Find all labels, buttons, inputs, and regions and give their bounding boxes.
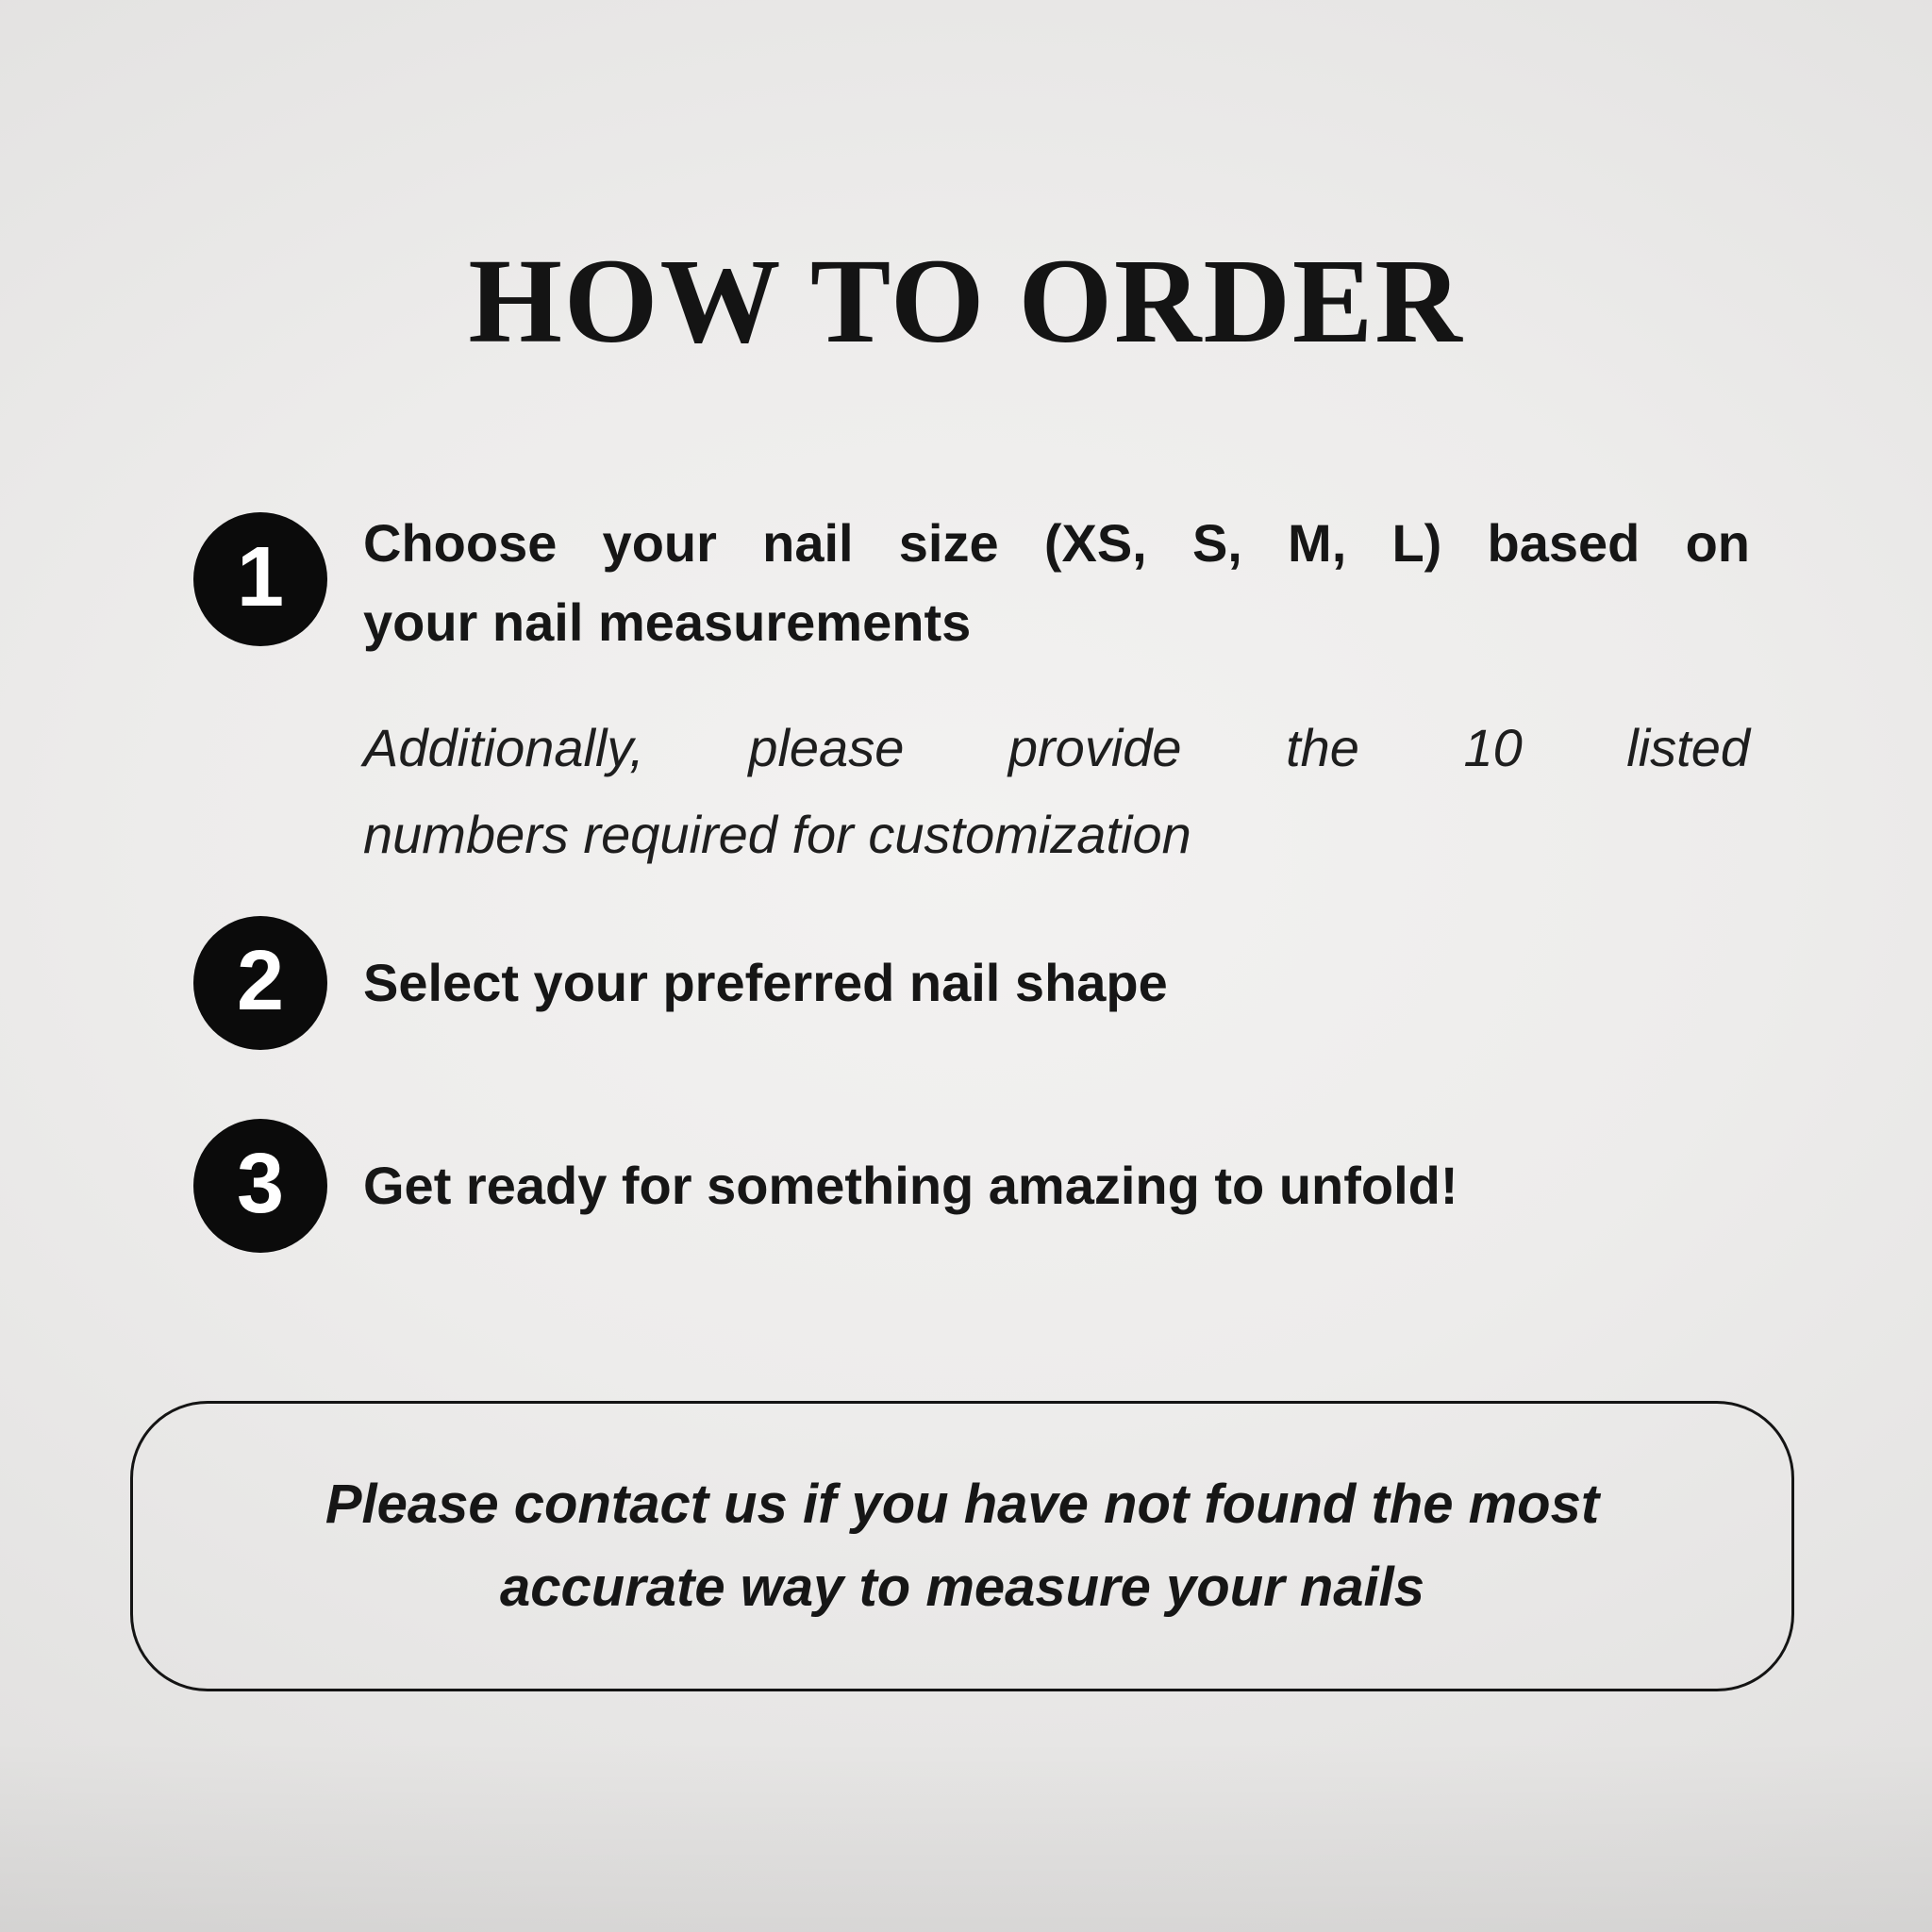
step-1-note-line-2: numbers required for customization	[363, 805, 1191, 864]
contact-note-box	[130, 1401, 1794, 1691]
step-1-number: 1	[236, 530, 285, 625]
step-2-number: 2	[236, 934, 285, 1028]
step-1-text	[363, 504, 1750, 662]
step-1-text-line-2: your nail measurements	[363, 592, 972, 652]
step-1-number-badge	[193, 512, 327, 646]
step-3-number-badge	[193, 1119, 327, 1253]
step-1-note-line-1: Additionally, please provide the 10 listed	[363, 718, 1750, 777]
contact-note-line-2: accurate way to measure your nails	[500, 1557, 1424, 1618]
step-2-number-badge	[193, 916, 327, 1050]
step-2-text: Select your preferred nail shape	[363, 953, 1168, 1012]
step-3-text: Get ready for something amazing to unfold!	[363, 1156, 1458, 1215]
contact-note-line-1: Please contact us if you have not found the most	[325, 1474, 1600, 1535]
step-3-number: 3	[236, 1137, 285, 1231]
page-title: HOW TO ORDER	[468, 234, 1464, 368]
step-1-text-line-1: Choose your nail size (XS, S, M, L) based on	[363, 513, 1750, 573]
step-1-note	[363, 705, 1750, 878]
